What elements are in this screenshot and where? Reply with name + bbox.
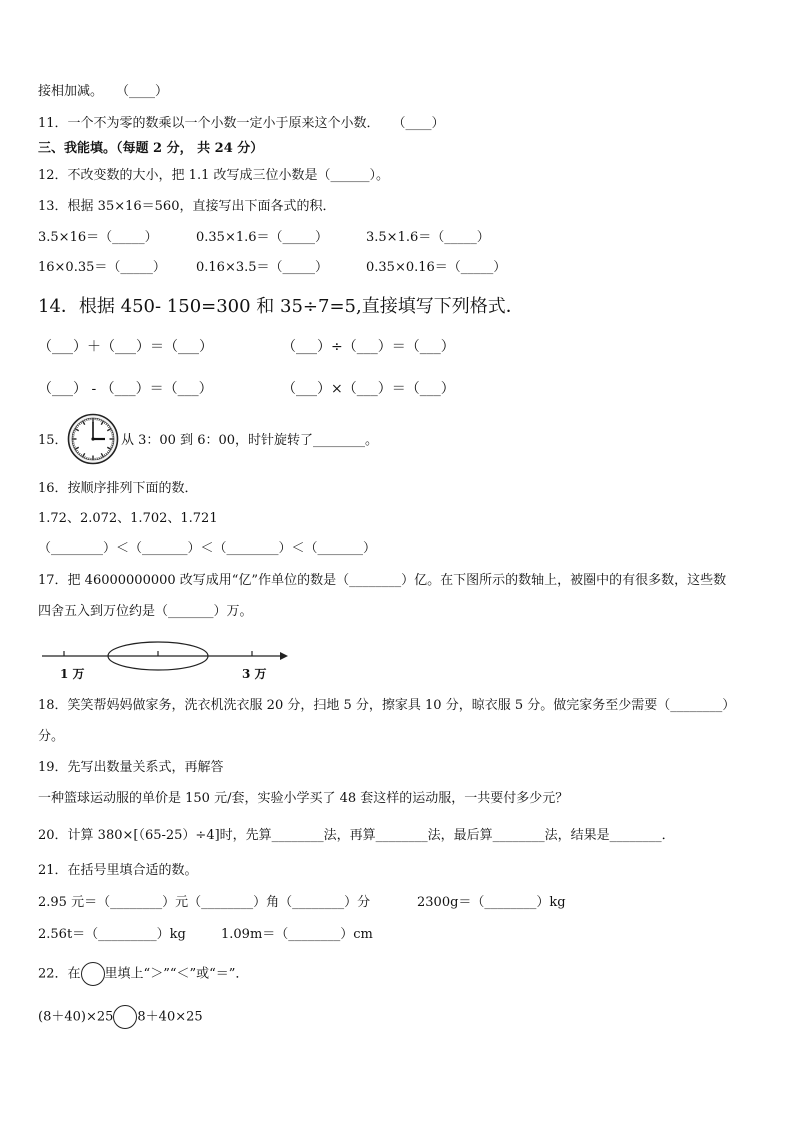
q22-expression <box>38 1005 203 1029</box>
q14-stem: 14．根据 450- 150=300 和 35÷7=5,直接填写下列格式． <box>38 296 524 317</box>
q13-r2-c1: 16×0.35＝（_____） <box>38 260 166 275</box>
q21-r2-c1: 2.56t＝（_________）kg <box>38 927 186 942</box>
q13-r1-c3: 3.5×1.6＝（_____） <box>366 230 490 245</box>
q15-number: 15． <box>38 433 68 448</box>
q22-right-expr: 8＋40×25 <box>137 1009 203 1025</box>
answer-circle[interactable] <box>113 1005 137 1029</box>
q19-text: 一种篮球运动服的单价是 150 元/套，实验小学买了 48 套这样的运动服，一共要付多少元？ <box>38 791 569 806</box>
q14-r2-c1: （___） - （___）＝（___） <box>38 381 213 397</box>
q21-r1-c2: 2300g＝（________）kg <box>417 895 566 910</box>
q18-line1: 18．笑笑帮妈妈做家务，洗衣机洗衣服 20 分，扫地 5 分，擦家具 10 分，晾衣服 5 分。做完家务至少需要（________） <box>38 698 736 713</box>
q15-text: 从 3：00 到 6：00，时针旋转了________。 <box>121 433 379 448</box>
q17-line2: 四舍五入到万位约是（_______）万。 <box>38 604 253 619</box>
q22-post: 里填上“＞”“＜”或“＝”． <box>104 966 249 982</box>
q21-stem: 21．在括号里填合适的数。 <box>38 863 198 878</box>
q11: 11．一个不为零的数乘以一个小数一定小于原来这个小数． （____） <box>38 116 445 131</box>
q18-line2: 分。 <box>38 729 65 744</box>
q13-r1-c1: 3.5×16＝（_____） <box>38 230 158 245</box>
section-3-heading: 三、我能填。（每题 2 分， 共 24 分） <box>38 141 264 156</box>
q20: 20．计算 380×[（65-25）÷4]时，先算________法，再算________法，最后算________法，结果是________． <box>38 828 675 843</box>
number-line-label-left: 1 万 <box>60 667 85 681</box>
q13-r2-c3: 0.35×0.16＝（_____） <box>366 260 507 275</box>
clock-icon <box>67 413 119 465</box>
q14-r1-c2: （___）÷（___）＝（___） <box>282 339 455 355</box>
q16-numbers: 1.72、2.072、1.702、1.721 <box>38 511 218 526</box>
q22-pre: 22．在 <box>38 966 81 982</box>
q13-r1-c2: 0.35×1.6＝（_____） <box>196 230 329 245</box>
q14-r1-c1: （___）＋（___）＝（___） <box>38 339 213 355</box>
q17-line1: 17．把 46000000000 改写成用“亿”作单位的数是（________）亿。在下图所示的数轴上，被圈中的有很多数，这些数 <box>38 573 727 588</box>
q22-left-expr: (8＋40)×25 <box>38 1009 114 1025</box>
q13-r2-c2: 0.16×3.5＝（_____） <box>196 260 329 275</box>
q13-stem: 13．根据 35×16＝560，直接写出下面各式的积． <box>38 199 336 214</box>
q21-r2-c2: 1.09m＝（________）cm <box>221 927 373 942</box>
q21-r1-c1: 2.95 元＝（________）元（________）角（________）分 <box>38 895 371 910</box>
q10-tail: 接相加减。 （____） <box>38 84 169 99</box>
compare-circle-icon <box>81 962 105 986</box>
q22-stem <box>38 962 248 986</box>
q19-stem: 19．先写出数量关系式，再解答 <box>38 760 224 775</box>
number-line-label-right: 3 万 <box>242 667 267 681</box>
q14-r2-c2: （___）×（___）＝（___） <box>282 381 455 397</box>
q16-stem: 16．按顺序排列下面的数． <box>38 481 198 496</box>
q12: 12．不改变数的大小，把 1.1 改写成三位小数是（______）。 <box>38 168 389 183</box>
q16-blanks: （________）＜（_______）＜（________）＜（_______） <box>38 541 377 556</box>
